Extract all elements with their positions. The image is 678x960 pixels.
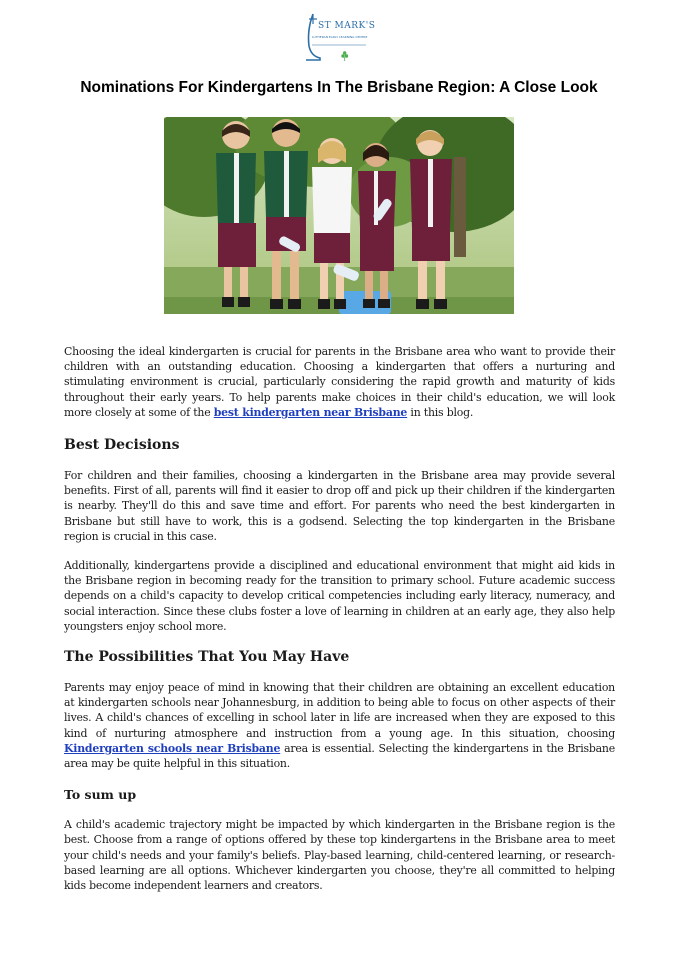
best-kindergarten-link[interactable]: best kindergarten near Brisbane (213, 405, 408, 419)
intro-text-end: in this blog. (407, 405, 474, 419)
possibilities-paragraph (64, 680, 615, 771)
school-logo (300, 12, 380, 64)
article-body (64, 344, 615, 893)
logo-name: ST MARK'S (318, 21, 376, 31)
sum-up-paragraph: A child's academic trajectory might be impacted by which kindergarten in the Brisbane region is the best. Choose from a range of options offered by these top kindergartens in the Brisbane area to meet your child's needs and your family's beliefs. Play-based learning, child-centered learning, or research-based learning are all options. Whichever kindergarten you choose, they're all committed to helping kids become independent learners and creators. (64, 818, 615, 893)
best-decisions-paragraph-2: Additionally, kindergartens provide a disciplined and educational environment that might aid kids in the Brisbane region in becoming ready for the transition to primary school. Future academic success depends on a child's capacity to develop critical competencies including early literacy, numeracy, and social interaction. Since these clubs foster a love of learning in children at an early age, they also help youngsters enjoy school more. (64, 559, 615, 633)
possibilities-text-start: Parents may enjoy peace of mind in knowing that their children are obtaining an excellent education at kindergarten schools near Johannesburg, in addition to being able to focus on other aspects of their lives. A child's chances of excelling in school later in life are increased when they are exposed to this kind of nurturing atmosphere and instruction from a young age. In this situation, choosing (64, 681, 615, 740)
heading-to-sum-up: To sum up (64, 787, 137, 803)
possibilities-text-end: area is essential. Selecting the kindergartens in the Brisbane area may be quite helpful in this situation. (64, 741, 615, 771)
children-photo (164, 117, 514, 314)
heading-possibilities: The Possibilities That You May Have (64, 649, 350, 666)
best-decisions-paragraph-1: For children and their families, choosing a kindergarten in the Brisbane area may provide several benefits. First of all, parents will find it easier to drop off and pick up their children if the kindergarten is nearby. They'll do this and save time and effort. For parents who need the best kindergarten in Brisbane but still have to work, this is a godsend. Selecting the top kindergarten in the Brisbane region is crucial in this case. (64, 469, 615, 543)
intro-paragraph (64, 344, 615, 420)
document-title: Nominations For Kindergartens In The Brisbane Region: A Close Look (80, 79, 598, 96)
hero-image (164, 117, 514, 314)
heading-best-decisions: Best Decisions (64, 437, 180, 454)
logo-subtitle: LUTHERAN EARLY LEARNING CENTRE (312, 35, 368, 39)
kindergarten-schools-link[interactable]: Kindergarten schools near Brisbane (64, 741, 281, 755)
intro-text-start: Choosing the ideal kindergarten is crucial for parents in the Brisbane area who want to provide their children with an outstanding education. Choosing a kindergarten that offers a nurturing and stimulating environment is crucial, particularly considering the rapid growth and maturity of kids throughout their early years. To help parents make choices in their child's education, we will look more closely at some of the (64, 345, 615, 419)
